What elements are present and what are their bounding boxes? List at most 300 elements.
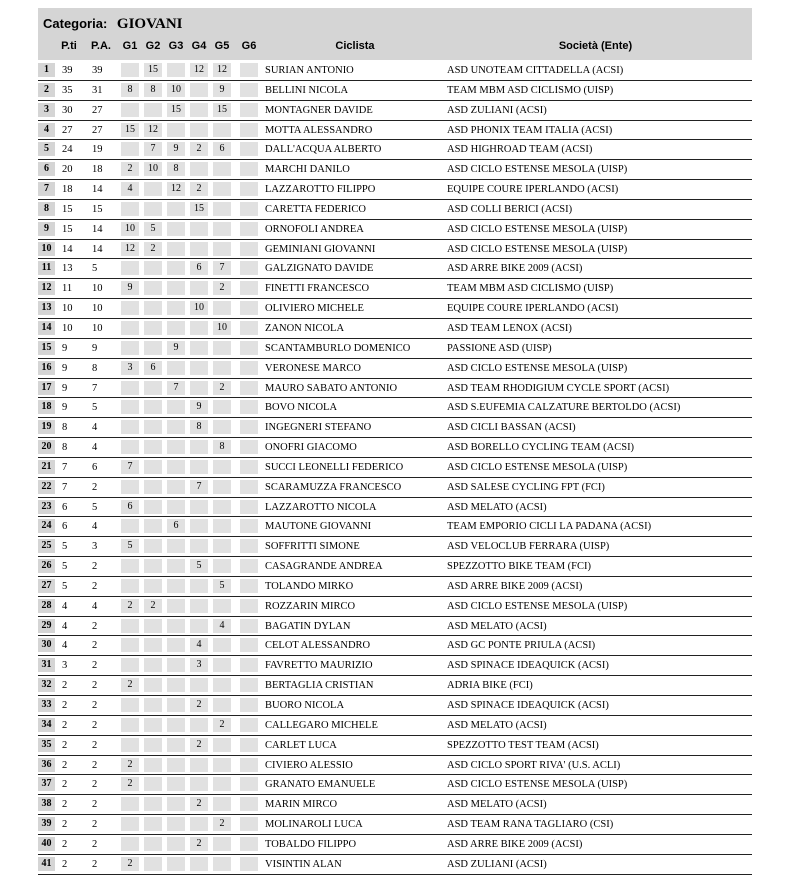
rider-name: MOTTA ALESSANDRO [265, 124, 373, 136]
stage-4-cell [190, 321, 208, 335]
team-name: ASD CICLO ESTENSE MESOLA (UISP) [447, 243, 628, 255]
ranking-table-body [38, 61, 752, 875]
points-cell: 4 [62, 620, 68, 632]
stage-5-cell: 10 [213, 321, 231, 335]
table-row [38, 438, 752, 458]
stage-4-cell [190, 777, 208, 791]
team-name: TEAM EMPORIO CICLI LA PADANA (ACSI) [447, 521, 652, 533]
stage-5-cell [213, 519, 231, 533]
pa-cell: 18 [92, 164, 103, 176]
stage-1-cell [121, 817, 139, 831]
team-name: ASD PHONIX TEAM ITALIA (ACSI) [447, 124, 613, 136]
table-row [38, 676, 752, 696]
stage-4-cell: 5 [190, 559, 208, 573]
pa-cell: 2 [92, 700, 98, 711]
stage-4-cell [190, 361, 208, 375]
stage-4-cell [190, 242, 208, 256]
team-name: EQUIPE COURE IPERLANDO (ACSI) [447, 184, 619, 196]
stage-2-cell: 12 [144, 123, 162, 137]
stage-3-cell: 9 [167, 142, 185, 156]
rider-name: VERONESE MARCO [265, 362, 361, 374]
stage-1-cell [121, 619, 139, 633]
stage-5-cell [213, 638, 231, 652]
table-row [38, 61, 752, 81]
stage-6-cell [240, 777, 258, 791]
pa-cell: 3 [92, 541, 98, 553]
table-row [38, 835, 752, 855]
pa-cell: 2 [92, 858, 98, 870]
team-name: ASD ARRE BIKE 2009 (ACSI) [447, 580, 583, 592]
table-row [38, 716, 752, 736]
team-name: PASSIONE ASD (UISP) [447, 342, 552, 354]
table-row [38, 279, 752, 299]
stage-1-cell: 2 [121, 857, 139, 871]
stage-2-cell [144, 182, 162, 196]
stage-4-cell: 8 [190, 420, 208, 434]
points-cell: 13 [62, 263, 73, 275]
stage-2-cell [144, 341, 162, 355]
stage-3-cell [167, 559, 185, 573]
team-name: ASD CICLO SPORT RIVA' (U.S. ACLI) [447, 759, 621, 771]
stage-2-cell [144, 202, 162, 216]
team-name: ASD UNOTEAM CITTADELLA (ACSI) [447, 65, 624, 76]
stage-6-cell [240, 182, 258, 196]
stage-2-cell [144, 777, 162, 791]
rider-name: BAGATIN DYLAN [265, 620, 351, 632]
pa-cell: 9 [92, 342, 98, 354]
pa-cell: 2 [92, 620, 98, 632]
stage-1-cell: 6 [121, 500, 139, 514]
stage-2-cell [144, 539, 162, 553]
stage-5-cell [213, 400, 231, 414]
stage-5-cell: 8 [213, 440, 231, 454]
stage-1-cell [121, 559, 139, 573]
rider-name: GEMINIANI GIOVANNI [265, 243, 376, 255]
team-name: ASD CICLO ESTENSE MESOLA (UISP) [447, 461, 628, 473]
stage-6-cell [240, 400, 258, 414]
points-cell: 18 [62, 184, 73, 196]
stage-4-cell [190, 758, 208, 772]
stage-1-cell [121, 63, 139, 77]
table-row [38, 200, 752, 220]
stage-1-cell: 2 [121, 599, 139, 613]
rider-name: CIVIERO ALESSIO [265, 759, 353, 771]
rank-cell: 16 [38, 361, 55, 375]
team-name: ASD MELATO (ACSI) [447, 799, 547, 811]
stage-3-cell [167, 261, 185, 275]
rank-cell: 1 [38, 63, 55, 77]
stage-2-cell [144, 301, 162, 315]
rider-name: FAVRETTO MAURIZIO [265, 660, 373, 672]
team-name: SPEZZOTTO TEST TEAM (ACSI) [447, 739, 599, 751]
stage-1-cell [121, 301, 139, 315]
pa-cell: 5 [92, 263, 98, 275]
stage-6-cell [240, 83, 258, 97]
stage-5-cell [213, 162, 231, 176]
stage-1-cell [121, 519, 139, 533]
table-header [38, 8, 752, 60]
team-name: ASD CICLO ESTENSE MESOLA (UISP) [447, 223, 628, 235]
rider-name: SCARAMUZZA FRANCESCO [265, 481, 402, 493]
stage-4-cell: 2 [190, 797, 208, 811]
team-name: ASD TEAM RHODIGIUM CYCLE SPORT (ACSI) [447, 382, 670, 394]
stage-5-cell [213, 361, 231, 375]
table-row [38, 458, 752, 478]
pa-cell: 4 [92, 521, 98, 533]
stage-1-cell: 8 [121, 83, 139, 97]
team-name: ASD SPINACE IDEAQUICK (ACSI) [447, 700, 609, 711]
stage-1-cell [121, 797, 139, 811]
stage-1-cell [121, 440, 139, 454]
header-societa: Società (Ente) [558, 40, 633, 52]
stage-4-cell: 7 [190, 480, 208, 494]
points-cell: 9 [62, 402, 68, 414]
stage-5-cell [213, 539, 231, 553]
points-cell: 2 [62, 719, 68, 731]
rank-cell: 15 [38, 341, 55, 355]
rank-cell: 17 [38, 381, 55, 395]
stage-4-cell [190, 83, 208, 97]
stage-3-cell [167, 123, 185, 137]
table-row [38, 775, 752, 795]
stage-3-cell [167, 678, 185, 692]
rank-cell: 11 [38, 261, 55, 275]
rank-cell: 2 [38, 83, 55, 97]
stage-4-cell: 4 [190, 638, 208, 652]
stage-3-cell [167, 400, 185, 414]
rider-name: BUORO NICOLA [265, 700, 345, 711]
team-name: ASD COLLI BERICI (ACSI) [447, 203, 573, 215]
stage-3-cell [167, 797, 185, 811]
rider-name: MAUTONE GIOVANNI [265, 521, 372, 533]
header-g6: G6 [241, 40, 257, 52]
points-cell: 10 [62, 303, 73, 315]
stage-4-cell: 2 [190, 182, 208, 196]
table-row [38, 597, 752, 617]
points-cell: 9 [62, 362, 68, 374]
stage-1-cell: 2 [121, 162, 139, 176]
rider-name: MOLINAROLI LUCA [265, 819, 363, 831]
stage-4-cell: 2 [190, 738, 208, 752]
pa-cell: 27 [92, 124, 103, 136]
table-row [38, 121, 752, 141]
pa-cell: 6 [92, 461, 98, 473]
table-row [38, 319, 752, 339]
stage-6-cell [240, 301, 258, 315]
stage-1-cell: 4 [121, 182, 139, 196]
stage-1-cell [121, 638, 139, 652]
points-cell: 2 [62, 759, 68, 771]
team-name: ASD ARRE BIKE 2009 (ACSI) [447, 838, 583, 850]
stage-6-cell [240, 103, 258, 117]
stage-6-cell [240, 758, 258, 772]
stage-4-cell [190, 678, 208, 692]
pa-cell: 2 [92, 660, 98, 672]
stage-2-cell [144, 480, 162, 494]
stage-3-cell [167, 242, 185, 256]
stage-2-cell: 6 [144, 361, 162, 375]
stage-5-cell [213, 242, 231, 256]
stage-5-cell: 12 [213, 63, 231, 77]
header-g2: G2 [145, 40, 161, 52]
stage-5-cell [213, 123, 231, 137]
stage-6-cell [240, 698, 258, 712]
rank-cell: 21 [38, 460, 55, 474]
rank-cell: 18 [38, 400, 55, 414]
stage-2-cell: 2 [144, 599, 162, 613]
points-cell: 11 [62, 283, 73, 295]
stage-1-cell [121, 698, 139, 712]
stage-6-cell [240, 559, 258, 573]
category-value: GIOVANI [116, 16, 183, 32]
rank-cell: 39 [38, 817, 55, 831]
rank-cell: 10 [38, 242, 55, 256]
rider-name: ZANON NICOLA [265, 322, 345, 334]
stage-6-cell [240, 261, 258, 275]
points-cell: 15 [62, 203, 73, 215]
stage-1-cell [121, 718, 139, 732]
header-pa: P.A. [91, 40, 111, 52]
stage-4-cell: 15 [190, 202, 208, 216]
points-cell: 20 [62, 164, 73, 176]
pa-cell: 2 [92, 819, 98, 831]
header-g3: G3 [168, 40, 184, 52]
stage-2-cell [144, 678, 162, 692]
rider-name: INGEGNERI STEFANO [265, 422, 372, 434]
rider-name: SCANTAMBURLO DOMENICO [265, 342, 411, 354]
stage-2-cell [144, 500, 162, 514]
stage-3-cell [167, 63, 185, 77]
team-name: TEAM MBM ASD CICLISMO (UISP) [447, 84, 614, 96]
stage-4-cell [190, 281, 208, 295]
stage-1-cell: 15 [121, 123, 139, 137]
team-name: ASD ZULIANI (ACSI) [447, 104, 547, 116]
table-row [38, 696, 752, 716]
points-cell: 7 [62, 461, 68, 473]
team-name: ASD HIGHROAD TEAM (ACSI) [447, 144, 593, 156]
table-row [38, 815, 752, 835]
rider-name: CARETTA FEDERICO [265, 203, 366, 215]
rank-cell: 24 [38, 519, 55, 533]
rider-name: VISINTIN ALAN [265, 858, 342, 870]
classification-sheet [38, 8, 752, 870]
rank-cell: 8 [38, 202, 55, 216]
pa-cell: 2 [92, 779, 98, 791]
stage-3-cell [167, 718, 185, 732]
rank-cell: 9 [38, 222, 55, 236]
stage-5-cell: 2 [213, 817, 231, 831]
pa-cell: 39 [92, 65, 103, 76]
stage-5-cell: 15 [213, 103, 231, 117]
stage-3-cell [167, 281, 185, 295]
stage-1-cell: 3 [121, 361, 139, 375]
table-row [38, 498, 752, 518]
stage-2-cell [144, 321, 162, 335]
rider-name: CARLET LUCA [265, 739, 337, 751]
stage-4-cell [190, 579, 208, 593]
table-row [38, 359, 752, 379]
stage-3-cell: 8 [167, 162, 185, 176]
category-title [43, 16, 183, 33]
stage-6-cell [240, 281, 258, 295]
stage-2-cell [144, 381, 162, 395]
stage-2-cell [144, 817, 162, 831]
team-name: ASD MELATO (ACSI) [447, 501, 547, 513]
stage-3-cell [167, 579, 185, 593]
team-name: ASD SALESE CYCLING FPT (FCI) [447, 481, 605, 493]
stage-2-cell [144, 718, 162, 732]
header-g1: G1 [122, 40, 138, 52]
stage-3-cell [167, 440, 185, 454]
pa-cell: 2 [92, 799, 98, 811]
stage-4-cell [190, 519, 208, 533]
rank-cell: 38 [38, 797, 55, 811]
pa-cell: 7 [92, 382, 98, 394]
table-row [38, 577, 752, 597]
pa-cell: 14 [92, 243, 103, 255]
team-name: ASD CICLO ESTENSE MESOLA (UISP) [447, 779, 628, 791]
points-cell: 8 [62, 422, 68, 434]
stage-4-cell [190, 857, 208, 871]
stage-6-cell [240, 579, 258, 593]
pa-cell: 4 [92, 422, 98, 434]
stage-1-cell [121, 738, 139, 752]
stage-1-cell: 10 [121, 222, 139, 236]
stage-6-cell [240, 837, 258, 851]
table-row [38, 478, 752, 498]
team-name: ASD BORELLO CYCLING TEAM (ACSI) [447, 442, 635, 454]
stage-2-cell [144, 698, 162, 712]
team-name: ADRIA BIKE (FCI) [447, 680, 533, 692]
stage-3-cell: 12 [167, 182, 185, 196]
stage-5-cell [213, 420, 231, 434]
rank-cell: 41 [38, 857, 55, 871]
rider-name: SURIAN ANTONIO [265, 65, 354, 76]
rider-name: DALL'ACQUA ALBERTO [265, 144, 382, 156]
table-row [38, 259, 752, 279]
stage-2-cell: 5 [144, 222, 162, 236]
table-row [38, 617, 752, 637]
stage-3-cell [167, 202, 185, 216]
rider-name: MARIN MIRCO [265, 799, 338, 811]
table-row [38, 101, 752, 121]
stage-3-cell [167, 539, 185, 553]
points-cell: 4 [62, 600, 68, 612]
stage-5-cell: 7 [213, 261, 231, 275]
points-cell: 9 [62, 342, 68, 354]
pa-cell: 19 [92, 144, 103, 156]
stage-3-cell [167, 658, 185, 672]
rider-name: BERTAGLIA CRISTIAN [265, 680, 374, 692]
stage-3-cell: 6 [167, 519, 185, 533]
rider-name: ORNOFOLI ANDREA [265, 223, 364, 235]
rider-name: BOVO NICOLA [265, 402, 338, 414]
team-name: EQUIPE COURE IPERLANDO (ACSI) [447, 303, 619, 315]
points-cell: 24 [62, 144, 73, 156]
points-cell: 14 [62, 243, 73, 255]
stage-2-cell [144, 460, 162, 474]
stage-6-cell [240, 599, 258, 613]
rank-cell: 29 [38, 619, 55, 633]
stage-2-cell [144, 261, 162, 275]
stage-2-cell [144, 440, 162, 454]
stage-2-cell [144, 638, 162, 652]
rank-cell: 12 [38, 281, 55, 295]
points-cell: 9 [62, 382, 68, 394]
stage-6-cell [240, 797, 258, 811]
table-row [38, 418, 752, 438]
stage-5-cell: 2 [213, 381, 231, 395]
stage-5-cell [213, 738, 231, 752]
stage-6-cell [240, 658, 258, 672]
rider-name: GRANATO EMANUELE [265, 779, 376, 791]
rider-name: OLIVIERO MICHELE [265, 303, 364, 315]
table-row [38, 537, 752, 557]
stage-5-cell [213, 599, 231, 613]
rank-cell: 40 [38, 837, 55, 851]
stage-4-cell [190, 718, 208, 732]
stage-3-cell: 15 [167, 103, 185, 117]
stage-6-cell [240, 440, 258, 454]
rider-name: BELLINI NICOLA [265, 84, 349, 96]
stage-5-cell [213, 857, 231, 871]
stage-4-cell: 2 [190, 142, 208, 156]
rider-name: SOFFRITTI SIMONE [265, 541, 360, 553]
stage-5-cell: 5 [213, 579, 231, 593]
stage-5-cell: 6 [213, 142, 231, 156]
rank-cell: 5 [38, 142, 55, 156]
stage-3-cell: 10 [167, 83, 185, 97]
team-name: ASD TEAM RANA TAGLIARO (CSI) [447, 819, 614, 831]
points-cell: 39 [62, 65, 73, 76]
rank-cell: 14 [38, 321, 55, 335]
team-name: SPEZZOTTO BIKE TEAM (FCI) [447, 561, 591, 573]
points-cell: 2 [62, 819, 68, 831]
rider-name: GALZIGNATO DAVIDE [265, 263, 374, 275]
stage-3-cell [167, 698, 185, 712]
header-ciclista: Ciclista [335, 40, 375, 52]
team-name: ASD SPINACE IDEAQUICK (ACSI) [447, 660, 609, 672]
header-g5: G5 [214, 40, 230, 52]
stage-2-cell [144, 738, 162, 752]
rank-cell: 37 [38, 777, 55, 791]
stage-5-cell [213, 182, 231, 196]
header-g4: G4 [191, 40, 207, 52]
points-cell: 2 [62, 680, 68, 692]
stage-4-cell: 3 [190, 658, 208, 672]
points-cell: 3 [62, 660, 68, 672]
stage-3-cell [167, 758, 185, 772]
stage-2-cell: 2 [144, 242, 162, 256]
pa-cell: 27 [92, 104, 103, 116]
stage-5-cell [213, 698, 231, 712]
rank-cell: 33 [38, 698, 55, 712]
stage-5-cell [213, 678, 231, 692]
pa-cell: 2 [92, 561, 98, 573]
rank-cell: 4 [38, 123, 55, 137]
stage-6-cell [240, 321, 258, 335]
stage-6-cell [240, 539, 258, 553]
team-name: ASD MELATO (ACSI) [447, 719, 547, 731]
team-name: ASD S.EUFEMIA CALZATURE BERTOLDO (ACSI) [447, 402, 681, 414]
stage-2-cell [144, 658, 162, 672]
stage-3-cell [167, 619, 185, 633]
pa-cell: 10 [92, 303, 103, 315]
rank-cell: 22 [38, 480, 55, 494]
points-cell: 10 [62, 322, 73, 334]
stage-1-cell: 5 [121, 539, 139, 553]
rank-cell: 27 [38, 579, 55, 593]
